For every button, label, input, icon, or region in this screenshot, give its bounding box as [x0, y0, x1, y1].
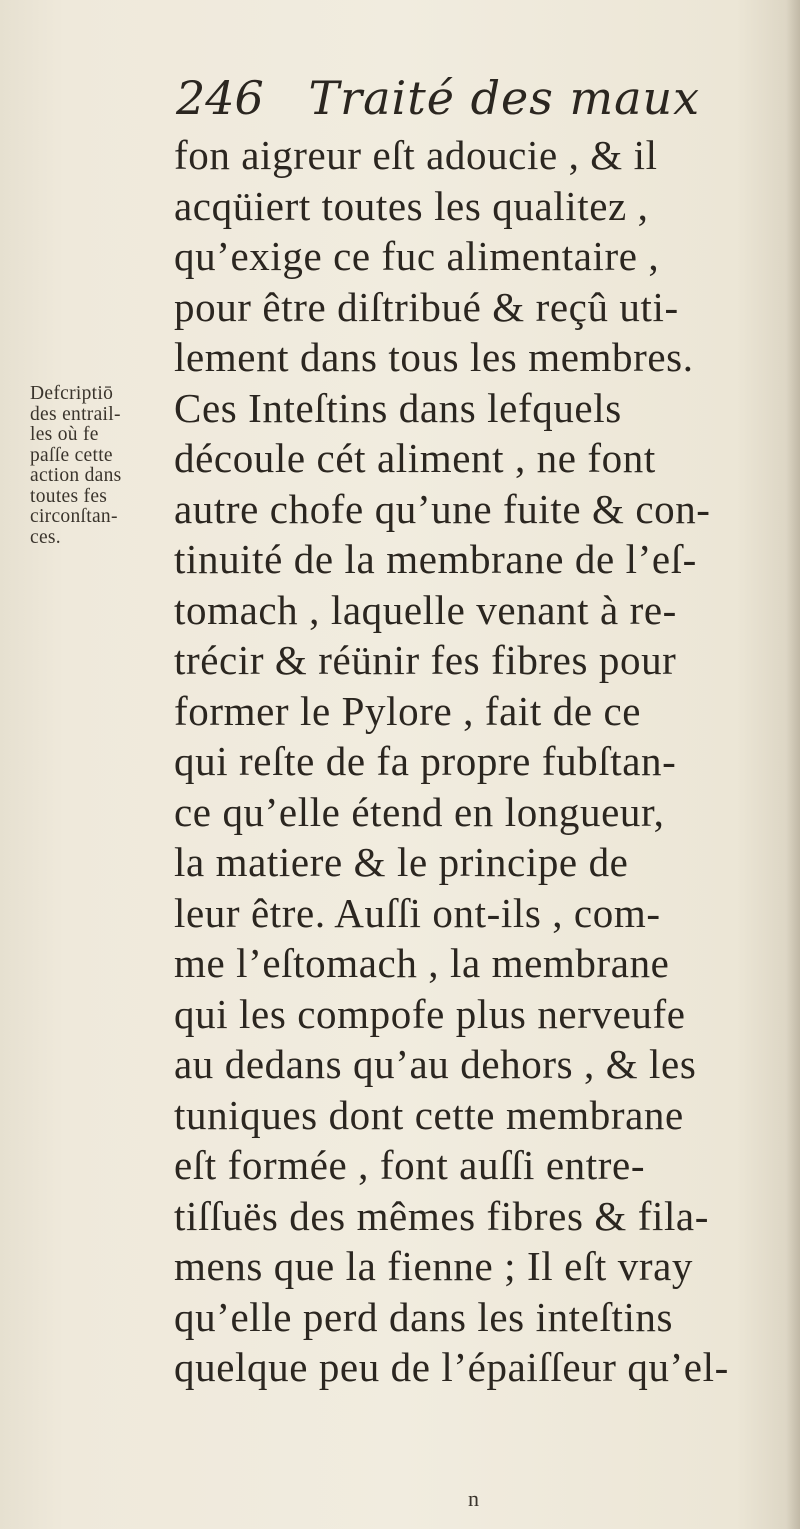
text-line: Ces Inteſtins dans lefquels	[174, 384, 622, 431]
text-line: leur être. Auſſi ont-ils , com-	[174, 889, 661, 936]
margin-note-line: toutes fes	[30, 485, 108, 507]
margin-note-line: Defcriptiō	[30, 383, 114, 404]
text-line: qu’elle perd dans les inteſtins	[174, 1293, 674, 1340]
text-line: quelque peu de l’épaiſſeur qu’el-	[174, 1344, 729, 1390]
text-line: former le Pylore , fait de ce	[174, 687, 642, 734]
text-line: tuniques dont cette membrane	[174, 1091, 684, 1138]
text-line: fon aigreur eſt adoucie , & il	[174, 132, 658, 178]
margin-note-line: ces.	[30, 526, 61, 548]
text-line: qui les compofe plus nerveufe	[174, 990, 686, 1037]
text-line: au dedans qu’au dehors , & les	[174, 1041, 697, 1087]
text-line: eſt formée , font auſſi entre-	[174, 1142, 646, 1188]
text-line: ce qu’elle étend en longueur,	[174, 788, 665, 835]
running-title: Traité des maux	[308, 71, 701, 125]
text-line: qu’exige ce fuc alimentaire ,	[174, 233, 660, 279]
text-line: autre chofe qu’une fuite & con-	[174, 485, 711, 532]
text-line: lement dans tous les membres.	[174, 334, 694, 380]
text-line: mens que la fienne ; Il eſt vray	[174, 1243, 693, 1289]
text-line: la matiere & le principe de	[174, 839, 629, 885]
page-number: 246	[176, 71, 264, 125]
text-line: découle cét aliment , ne font	[174, 435, 656, 481]
text-line: tiſſuës des mêmes fibres & fila-	[174, 1192, 709, 1239]
body-text	[174, 130, 794, 1393]
margin-note-line: paſſe cette	[30, 444, 113, 466]
margin-note-line: des entrail-	[30, 403, 121, 425]
text-line: pour être diſtribué & reçû uti-	[174, 283, 679, 330]
text-line: acqüiert toutes les qualitez ,	[174, 182, 649, 229]
text-line: trécir & réünir fes fibres pour	[174, 637, 677, 683]
signature-mark: n	[468, 1486, 479, 1511]
text-line: me l’eſtomach , la membrane	[174, 940, 670, 986]
text-line: qui reſte de fa propre fubſtan-	[174, 738, 677, 784]
text-line: tomach , laquelle venant à re-	[174, 586, 677, 633]
margin-note-line: les où fe	[30, 424, 99, 445]
margin-note-line: action dans	[30, 465, 122, 486]
running-head	[176, 68, 700, 128]
margin-note-line: circonſtan-	[30, 506, 118, 527]
margin-note	[30, 384, 170, 548]
text-line: tinuité de la membrane de l’eſ-	[174, 536, 697, 582]
